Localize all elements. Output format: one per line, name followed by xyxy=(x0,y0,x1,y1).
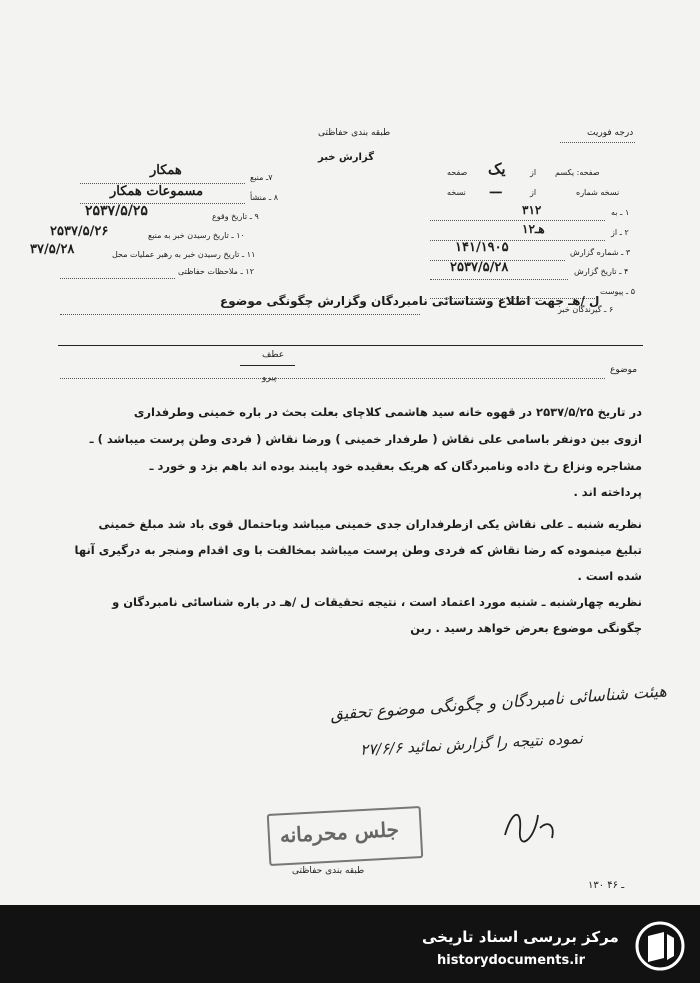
attachment-label: ۵ ـ پیوست xyxy=(600,287,636,296)
subject-label: موضوع xyxy=(610,365,638,375)
document-page: طبقه بندی حفاظتی گزارش خبر درجه فوریت صفحه: یکسم از یک صفحه نسخه شماره از ـــ نسخه ۱ ـ به ۳۱۲ ۲ ـ از ۱هـ۲ ۳ ـ شماره گزارش ۱۴۱/۱۹۰۵ ۴ ـ تاریخ گزارش ۲۵۳۷/۵/۲۸ ۵ ـ پیوست ۶ ـ گیرندگان خبر ۷ـ منبع همکار ۸ ـ منشأ مسموعات همکار ۹ ـ تاریخ وقوع ۲۵۳۷/۵/۲۵ ۱۰ ـ تاریخ رسیدن خبر به منبع ۲۵۳۷/۵/۲۶ ۱۱ ـ تاریخ رسیدن خبر به رهبر عملیات محل ۳۷/۵/۲۸ ۱۲ ـ ملاحظات حفاظتی ل /هـ جهت اطلاع وشناسائی نامبردگان وگزارش چگونگی موضوع عطف پیرو موضوع در تاریخ ۲۵۳۷/۵/۲۵ در قهوه خانه سید هاشمی کلاچای بعلت بحث در باره خمینی وطرفداری ازوی بین دونفر باسامی علی نقاش ( طرفدار خمینی ) ورضا نقاش ( فردی وطن پرست میباشد ) ـ مشاجره ونزاع رخ داده ونامبردگان که هریک بعقیده خود پایبند بوده اند باهم بزد و خورد ـ پرداخته اند . نظریه شنبه ـ علی نقاش یکی ازطرفداران جدی خمینی میباشد وباحتمال قوی باد شد مبلغ خمینی تبلیغ مینموده که رضا نقاش که فردی وطن پرست میباشد بمخالفت با وی اقدام ومنجر به درگیری آنها شده است . نظریه چهارشنبه ـ شنبه مورد اعتماد است ، نتیجه تحقیقات ل /هـ در باره شناسائی نامبردگان و چگونگی موضوع بعرض خواهد رسید . ربن هیئت شناسائی نامبردگان و چگونگی موضوع تحقیق نموده نتیجه را گزارش نمائید ۲۷/۶/۶ جلس محرمانه طبقه بندی حفاظتی ۱۳۰ ـ ۴۶ مرکز بررسی اسناد تاریخی historydocuments.ir xyxy=(0,0,700,983)
copy-number-label: نسخه شماره xyxy=(576,188,620,197)
website: historydocuments.ir xyxy=(437,953,586,968)
report-date-value: ۲۵۳۷/۵/۲۸ xyxy=(450,260,509,275)
page-code: ۱۳۰ ـ ۴۶ xyxy=(588,880,625,891)
archive-logo-icon xyxy=(634,920,686,972)
news-to-source-date-label: ۱۰ ـ تاریخ رسیدن خبر به منبع xyxy=(148,231,245,240)
subject-line: ل /هـ جهت اطلاع وشناسائی نامبردگان وگزارش چگونگی موضوع xyxy=(220,294,600,308)
handwritten-line-1: هیئت شناسائی نامبردگان و چگونگی موضوع تحقیق xyxy=(329,681,668,724)
handwritten-line-2: نموده نتیجه را گزارش نمائید ۲۷/۶/۶ xyxy=(359,729,584,759)
body-line-2: ازوی بین دونفر باسامی علی نقاش ( طرفدار خمینی ) ورضا نقاش ( فردی وطن پرست میباشد ) ـ xyxy=(89,432,642,446)
occurrence-date-label: ۹ ـ تاریخ وقوع xyxy=(212,212,259,221)
news-to-leader-date-label: ۱۱ ـ تاریخ رسیدن خبر به رهبر عملیات محل xyxy=(112,250,256,259)
classification-top: طبقه بندی حفاظتی xyxy=(318,128,391,138)
report-date-label: ۴ ـ تاریخ گزارش xyxy=(574,267,629,276)
from-value: ۱هـ۲ xyxy=(522,222,545,236)
recipients-label: ۶ ـ گیرندگان خبر xyxy=(558,305,614,314)
copy-number-value: ـــ xyxy=(490,182,502,197)
urgency-label: درجه فوریت xyxy=(587,128,634,138)
separator-line xyxy=(58,345,643,346)
peiro-label: پیرو xyxy=(262,373,277,383)
body-line-1: در تاریخ ۲۵۳۷/۵/۲۵ در قهوه خانه سید هاشمی کلاچای بعلت بحث در باره خمینی وطرفداری xyxy=(133,405,642,419)
opinion-line-1: نظریه شنبه ـ علی نقاش یکی ازطرفداران جدی خمینی میباشد وباحتمال قوی باد شد مبلغ خمینی xyxy=(98,517,642,531)
occurrence-date-value: ۲۵۳۷/۵/۲۵ xyxy=(85,203,148,219)
urgency-line xyxy=(560,142,635,143)
report-number-label: ۳ ـ شماره گزارش xyxy=(570,248,631,257)
confidential-stamp xyxy=(267,806,424,866)
origin-value: مسموعات همکار xyxy=(110,184,204,199)
origin-label: ۸ ـ منشأ xyxy=(250,193,278,202)
opinion2-line-1: نظریه چهارشنبه ـ شنبه مورد اعتماد است ، نتیجه تحقیقات ل /هـ در باره شناسائی نامبردگان و xyxy=(112,595,642,609)
to-label: ۱ ـ به xyxy=(611,208,630,217)
to-value: ۳۱۲ xyxy=(522,203,542,217)
atf-label: عطف xyxy=(262,350,285,360)
news-to-leader-date-value: ۳۷/۵/۲۸ xyxy=(30,242,75,257)
org-name: مرکز بررسی اسناد تاریخی xyxy=(422,928,619,946)
report-type: گزارش خبر xyxy=(318,152,375,163)
report-number-value: ۱۴۱/۱۹۰۵ xyxy=(455,240,509,255)
opinion2-line-2: چگونگی موضوع بعرض خواهد رسید . ربن xyxy=(410,621,642,635)
opinion-line-2: تبلیغ مینموده که رضا نقاش که فردی وطن پرست میباشد بمخالفت با وی اقدام ومنجر به درگیری آنها xyxy=(74,543,642,557)
body-line-3: مشاجره ونزاع رخ داده ونامبردگان که هریک بعقیده خود پایبند بوده اند باهم بزد و خورد ـ xyxy=(149,459,642,473)
page-count-label: صفحه: یکسم xyxy=(555,168,600,177)
opinion-line-3: شده است . xyxy=(577,569,642,583)
stamp-text: جلس محرمانه xyxy=(279,817,400,848)
source-value: همکار xyxy=(150,163,182,178)
signature-mark xyxy=(500,800,560,845)
source-label: ۷ـ منبع xyxy=(250,173,273,182)
news-to-source-date-value: ۲۵۳۷/۵/۲۶ xyxy=(50,224,109,239)
classification-bottom: طبقه بندی حفاظتی xyxy=(292,866,365,876)
body-line-4: پرداخته اند . xyxy=(573,485,642,499)
page-count-value: یک xyxy=(488,160,506,178)
from-label: ۲ ـ از xyxy=(611,228,629,237)
security-notes-label: ۱۲ ـ ملاحظات حفاظتی xyxy=(178,267,254,276)
